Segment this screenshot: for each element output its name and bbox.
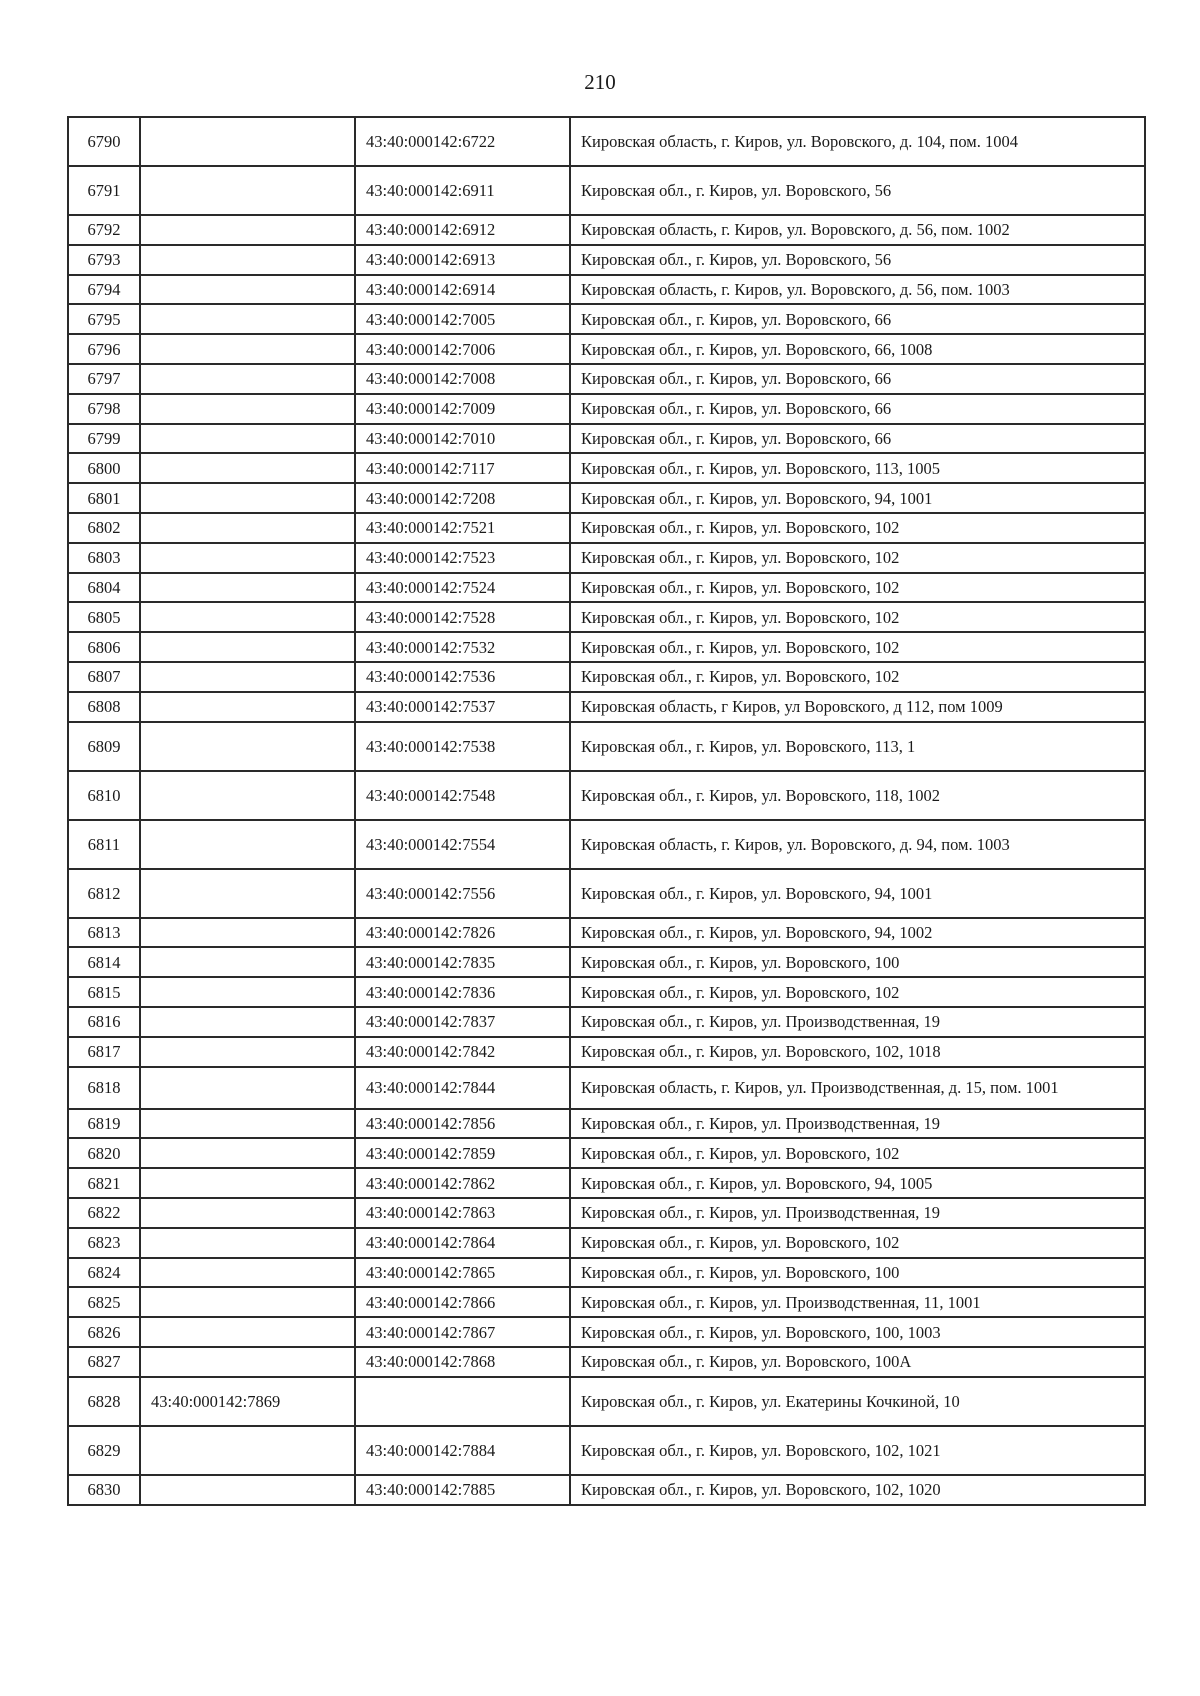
related-cadastral-number-cell: 43:40:000142:7117 (355, 453, 570, 483)
cadastral-number-cell (140, 820, 355, 869)
related-cadastral-number-cell: 43:40:000142:7844 (355, 1067, 570, 1109)
address-cell: Кировская обл., г. Киров, ул. Воровского, 66 (570, 394, 1145, 424)
table-row (68, 602, 1145, 632)
cadastral-number-cell (140, 215, 355, 245)
address-cell: Кировская область, г. Киров, ул. Воровского, д. 56, пом. 1003 (570, 275, 1145, 305)
cadastral-number-cell (140, 1228, 355, 1258)
address-cell: Кировская область, г. Киров, ул. Воровского, д. 104, пом. 1004 (570, 117, 1145, 166)
address-cell: Кировская обл., г. Киров, ул. Производственная, 11, 1001 (570, 1287, 1145, 1317)
table-row (68, 364, 1145, 394)
cadastral-number-cell (140, 1168, 355, 1198)
related-cadastral-number-cell: 43:40:000142:7864 (355, 1228, 570, 1258)
table-row (68, 771, 1145, 820)
address-cell: Кировская обл., г. Киров, ул. Воровского, 113, 1005 (570, 453, 1145, 483)
table-row (68, 869, 1145, 918)
cadastral-number-cell (140, 513, 355, 543)
table-row (68, 453, 1145, 483)
address-cell: Кировская обл., г. Киров, ул. Воровского, 100А (570, 1347, 1145, 1377)
related-cadastral-number-cell: 43:40:000142:7538 (355, 722, 570, 771)
table-row (68, 820, 1145, 869)
address-cell: Кировская обл., г. Киров, ул. Воровского, 102 (570, 977, 1145, 1007)
row-number: 6813 (68, 918, 140, 948)
cadastral-number-cell (140, 275, 355, 305)
related-cadastral-number-cell: 43:40:000142:7837 (355, 1007, 570, 1037)
table-row (68, 304, 1145, 334)
table-row (68, 1168, 1145, 1198)
address-cell: Кировская обл., г. Киров, ул. Воровского, 94, 1005 (570, 1168, 1145, 1198)
table-row (68, 245, 1145, 275)
table-row (68, 1067, 1145, 1109)
row-number: 6816 (68, 1007, 140, 1037)
table-row (68, 117, 1145, 166)
related-cadastral-number-cell: 43:40:000142:7862 (355, 1168, 570, 1198)
related-cadastral-number-cell: 43:40:000142:6911 (355, 166, 570, 215)
related-cadastral-number-cell: 43:40:000142:7528 (355, 602, 570, 632)
cadastral-number-cell (140, 453, 355, 483)
row-number: 6805 (68, 602, 140, 632)
address-cell: Кировская обл., г. Киров, ул. Воровского, 102 (570, 1228, 1145, 1258)
table-row (68, 977, 1145, 1007)
row-number: 6826 (68, 1317, 140, 1347)
address-cell: Кировская обл., г. Киров, ул. Воровского, 113, 1 (570, 722, 1145, 771)
related-cadastral-number-cell: 43:40:000142:7863 (355, 1198, 570, 1228)
address-cell: Кировская обл., г. Киров, ул. Воровского, 102, 1018 (570, 1037, 1145, 1067)
row-number: 6806 (68, 632, 140, 662)
address-cell: Кировская область, г Киров, ул Воровского, д 112, пом 1009 (570, 692, 1145, 722)
row-number: 6830 (68, 1475, 140, 1505)
row-number: 6812 (68, 869, 140, 918)
table-row (68, 692, 1145, 722)
related-cadastral-number-cell: 43:40:000142:7537 (355, 692, 570, 722)
cadastral-number-cell (140, 245, 355, 275)
registry-table-body (68, 117, 1145, 1505)
table-row (68, 1426, 1145, 1475)
table-row (68, 1228, 1145, 1258)
row-number: 6799 (68, 424, 140, 454)
row-number: 6819 (68, 1109, 140, 1139)
table-row (68, 1007, 1145, 1037)
related-cadastral-number-cell: 43:40:000142:7866 (355, 1287, 570, 1317)
cadastral-number-cell (140, 947, 355, 977)
address-cell: Кировская обл., г. Киров, ул. Воровского, 102, 1021 (570, 1426, 1145, 1475)
row-number: 6825 (68, 1287, 140, 1317)
address-cell: Кировская обл., г. Киров, ул. Воровского, 102 (570, 513, 1145, 543)
cadastral-number-cell (140, 602, 355, 632)
address-cell: Кировская обл., г. Киров, ул. Воровского, 56 (570, 245, 1145, 275)
cadastral-number-cell (140, 1258, 355, 1288)
table-row (68, 394, 1145, 424)
cadastral-number-cell (140, 543, 355, 573)
row-number: 6815 (68, 977, 140, 1007)
related-cadastral-number-cell: 43:40:000142:6913 (355, 245, 570, 275)
address-cell: Кировская обл., г. Киров, ул. Воровского, 66, 1008 (570, 334, 1145, 364)
table-row (68, 1287, 1145, 1317)
table-row (68, 483, 1145, 513)
row-number: 6803 (68, 543, 140, 573)
address-cell: Кировская обл., г. Киров, ул. Воровского, 102 (570, 632, 1145, 662)
table-row (68, 166, 1145, 215)
table-row (68, 1377, 1145, 1426)
table-row (68, 1037, 1145, 1067)
address-cell: Кировская обл., г. Киров, ул. Воровского, 102 (570, 602, 1145, 632)
cadastral-number-cell (140, 166, 355, 215)
related-cadastral-number-cell: 43:40:000142:7548 (355, 771, 570, 820)
cadastral-number-cell (140, 334, 355, 364)
cadastral-number-cell (140, 632, 355, 662)
related-cadastral-number-cell: 43:40:000142:7524 (355, 573, 570, 603)
related-cadastral-number-cell: 43:40:000142:7008 (355, 364, 570, 394)
related-cadastral-number-cell: 43:40:000142:7523 (355, 543, 570, 573)
cadastral-number-cell (140, 1138, 355, 1168)
row-number: 6817 (68, 1037, 140, 1067)
row-number: 6823 (68, 1228, 140, 1258)
address-cell: Кировская обл., г. Киров, ул. Воровского, 102 (570, 573, 1145, 603)
related-cadastral-number-cell: 43:40:000142:7868 (355, 1347, 570, 1377)
related-cadastral-number-cell: 43:40:000142:7536 (355, 662, 570, 692)
cadastral-number-cell (140, 1198, 355, 1228)
table-row (68, 1258, 1145, 1288)
address-cell: Кировская обл., г. Киров, ул. Воровского, 102 (570, 543, 1145, 573)
table-row (68, 1317, 1145, 1347)
row-number: 6792 (68, 215, 140, 245)
related-cadastral-number-cell: 43:40:000142:7532 (355, 632, 570, 662)
address-cell: Кировская обл., г. Киров, ул. Производственная, 19 (570, 1007, 1145, 1037)
table-row (68, 632, 1145, 662)
table-row (68, 215, 1145, 245)
table-row (68, 662, 1145, 692)
cadastral-number-cell (140, 1037, 355, 1067)
table-row (68, 275, 1145, 305)
row-number: 6821 (68, 1168, 140, 1198)
address-cell: Кировская обл., г. Киров, ул. Воровского, 118, 1002 (570, 771, 1145, 820)
row-number: 6800 (68, 453, 140, 483)
related-cadastral-number-cell: 43:40:000142:7836 (355, 977, 570, 1007)
address-cell: Кировская обл., г. Киров, ул. Воровского, 66 (570, 304, 1145, 334)
row-number: 6804 (68, 573, 140, 603)
address-cell: Кировская обл., г. Киров, ул. Воровского, 102, 1020 (570, 1475, 1145, 1505)
row-number: 6818 (68, 1067, 140, 1109)
related-cadastral-number-cell: 43:40:000142:6914 (355, 275, 570, 305)
address-cell: Кировская обл., г. Киров, ул. Производственная, 19 (570, 1198, 1145, 1228)
address-cell: Кировская обл., г. Киров, ул. Воровского, 94, 1001 (570, 483, 1145, 513)
row-number: 6802 (68, 513, 140, 543)
address-cell: Кировская обл., г. Киров, ул. Воровского, 94, 1001 (570, 869, 1145, 918)
cadastral-number-cell (140, 394, 355, 424)
table-row (68, 1138, 1145, 1168)
row-number: 6791 (68, 166, 140, 215)
related-cadastral-number-cell: 43:40:000142:7009 (355, 394, 570, 424)
cadastral-number-cell: 43:40:000142:7869 (140, 1377, 355, 1426)
related-cadastral-number-cell: 43:40:000142:7865 (355, 1258, 570, 1288)
table-row (68, 424, 1145, 454)
row-number: 6793 (68, 245, 140, 275)
address-cell: Кировская обл., г. Киров, ул. Екатерины Кочкиной, 10 (570, 1377, 1145, 1426)
row-number: 6801 (68, 483, 140, 513)
cadastral-number-cell (140, 483, 355, 513)
related-cadastral-number-cell: 43:40:000142:7856 (355, 1109, 570, 1139)
cadastral-number-cell (140, 573, 355, 603)
address-cell: Кировская обл., г. Киров, ул. Воровского, 94, 1002 (570, 918, 1145, 948)
cadastral-number-cell (140, 364, 355, 394)
row-number: 6790 (68, 117, 140, 166)
cadastral-number-cell (140, 117, 355, 166)
table-row (68, 722, 1145, 771)
address-cell: Кировская обл., г. Киров, ул. Воровского, 66 (570, 364, 1145, 394)
related-cadastral-number-cell: 43:40:000142:7867 (355, 1317, 570, 1347)
related-cadastral-number-cell: 43:40:000142:7884 (355, 1426, 570, 1475)
related-cadastral-number-cell: 43:40:000142:7842 (355, 1037, 570, 1067)
address-cell: Кировская обл., г. Киров, ул. Воровского, 66 (570, 424, 1145, 454)
row-number: 6828 (68, 1377, 140, 1426)
row-number: 6820 (68, 1138, 140, 1168)
address-cell: Кировская обл., г. Киров, ул. Воровского, 102 (570, 1138, 1145, 1168)
table-row (68, 573, 1145, 603)
row-number: 6829 (68, 1426, 140, 1475)
related-cadastral-number-cell: 43:40:000142:7521 (355, 513, 570, 543)
cadastral-number-cell (140, 1317, 355, 1347)
table-row (68, 1347, 1145, 1377)
cadastral-number-cell (140, 424, 355, 454)
address-cell: Кировская обл., г. Киров, ул. Производственная, 19 (570, 1109, 1145, 1139)
cadastral-number-cell (140, 918, 355, 948)
row-number: 6822 (68, 1198, 140, 1228)
registry-table (67, 116, 1146, 1506)
row-number: 6798 (68, 394, 140, 424)
related-cadastral-number-cell: 43:40:000142:7208 (355, 483, 570, 513)
address-cell: Кировская область, г. Киров, ул. Воровского, д. 56, пом. 1002 (570, 215, 1145, 245)
related-cadastral-number-cell: 43:40:000142:6722 (355, 117, 570, 166)
row-number: 6795 (68, 304, 140, 334)
related-cadastral-number-cell: 43:40:000142:7885 (355, 1475, 570, 1505)
table-row (68, 334, 1145, 364)
address-cell: Кировская обл., г. Киров, ул. Воровского, 102 (570, 662, 1145, 692)
row-number: 6808 (68, 692, 140, 722)
row-number: 6814 (68, 947, 140, 977)
table-row (68, 1475, 1145, 1505)
cadastral-number-cell (140, 1287, 355, 1317)
table-row (68, 947, 1145, 977)
cadastral-number-cell (140, 1426, 355, 1475)
row-number: 6797 (68, 364, 140, 394)
row-number: 6796 (68, 334, 140, 364)
row-number: 6809 (68, 722, 140, 771)
related-cadastral-number-cell (355, 1377, 570, 1426)
address-cell: Кировская обл., г. Киров, ул. Воровского, 56 (570, 166, 1145, 215)
cadastral-number-cell (140, 1067, 355, 1109)
cadastral-number-cell (140, 1007, 355, 1037)
cadastral-number-cell (140, 1347, 355, 1377)
row-number: 6827 (68, 1347, 140, 1377)
row-number: 6810 (68, 771, 140, 820)
related-cadastral-number-cell: 43:40:000142:6912 (355, 215, 570, 245)
table-row (68, 1198, 1145, 1228)
related-cadastral-number-cell: 43:40:000142:7826 (355, 918, 570, 948)
address-cell: Кировская обл., г. Киров, ул. Воровского, 100, 1003 (570, 1317, 1145, 1347)
table-row (68, 543, 1145, 573)
related-cadastral-number-cell: 43:40:000142:7835 (355, 947, 570, 977)
row-number: 6807 (68, 662, 140, 692)
related-cadastral-number-cell: 43:40:000142:7554 (355, 820, 570, 869)
cadastral-number-cell (140, 1475, 355, 1505)
cadastral-number-cell (140, 977, 355, 1007)
related-cadastral-number-cell: 43:40:000142:7010 (355, 424, 570, 454)
cadastral-number-cell (140, 722, 355, 771)
address-cell: Кировская обл., г. Киров, ул. Воровского, 100 (570, 1258, 1145, 1288)
related-cadastral-number-cell: 43:40:000142:7859 (355, 1138, 570, 1168)
table-row (68, 918, 1145, 948)
cadastral-number-cell (140, 692, 355, 722)
page-number: 210 (584, 70, 616, 94)
related-cadastral-number-cell: 43:40:000142:7556 (355, 869, 570, 918)
address-cell: Кировская область, г. Киров, ул. Воровского, д. 94, пом. 1003 (570, 820, 1145, 869)
related-cadastral-number-cell: 43:40:000142:7006 (355, 334, 570, 364)
row-number: 6824 (68, 1258, 140, 1288)
table-row (68, 1109, 1145, 1139)
cadastral-number-cell (140, 771, 355, 820)
address-cell: Кировская область, г. Киров, ул. Производственная, д. 15, пом. 1001 (570, 1067, 1145, 1109)
row-number: 6794 (68, 275, 140, 305)
address-cell: Кировская обл., г. Киров, ул. Воровского, 100 (570, 947, 1145, 977)
table-row (68, 513, 1145, 543)
related-cadastral-number-cell: 43:40:000142:7005 (355, 304, 570, 334)
cadastral-number-cell (140, 304, 355, 334)
cadastral-number-cell (140, 662, 355, 692)
row-number: 6811 (68, 820, 140, 869)
cadastral-number-cell (140, 1109, 355, 1139)
cadastral-number-cell (140, 869, 355, 918)
